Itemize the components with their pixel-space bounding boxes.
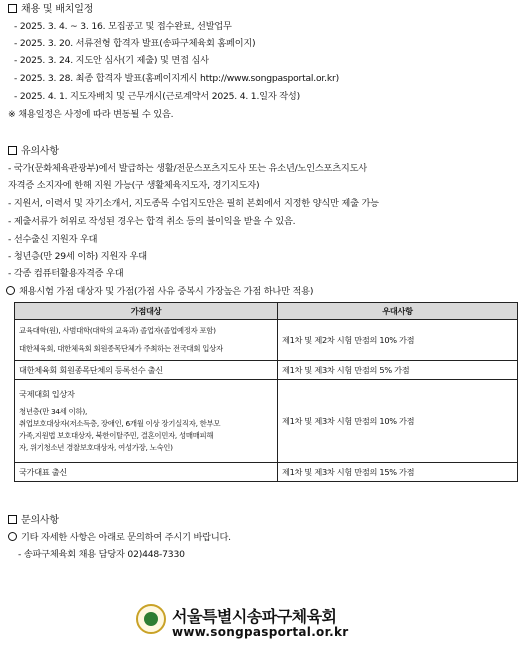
table-cell-target: 국가대표 출신: [15, 463, 278, 482]
circle-bullet-icon: [6, 286, 15, 295]
circle-bullet-icon: [8, 532, 17, 541]
notice-heading: 유의사항: [8, 145, 59, 158]
footer-url: www.songpasportal.or.kr: [172, 625, 349, 639]
emblem-logo: [136, 604, 166, 634]
table-header-row: [15, 303, 518, 320]
bonus-heading: 채용시험 가점 대상자 및 가점(가점 사유 중복시 가장높은 가점 하나만 적용): [6, 285, 313, 298]
inquiry-line: 기타 자세한 사항은 아래로 문의하여 주시기 바랍니다.: [8, 531, 231, 544]
bonus-table: [14, 302, 518, 482]
notice-item: - 국가(문화체육관광부)에서 발급하는 생활/전문스포츠지도사 또는 유소년/노인스포츠지도사: [8, 163, 367, 174]
table-row: [15, 320, 518, 361]
schedule-item: - 2025. 3. 28. 최종 합격자 발표(홈페이지게시 http://www.songpasportal.or.kr): [14, 73, 339, 84]
table-cell-benefit: 제1차 및 제2차 시험 만점의 10% 가점: [278, 320, 518, 361]
inquiry-heading: 문의사항: [8, 514, 59, 527]
schedule-item: - 2025. 3. 4. ~ 3. 16. 모집공고 및 접수완료, 선발업무: [14, 21, 232, 32]
table-cell-benefit: 제1차 및 제3차 시험 만점의 15% 가점: [278, 463, 518, 482]
schedule-item: - 2025. 3. 20. 서류전형 합격자 발표(송파구체육회 홈페이지): [14, 38, 256, 49]
schedule-item: - 2025. 4. 1. 지도자배치 및 근무개시(근로계약서 2025. 4. 1.일자 작성): [14, 91, 300, 102]
notice-item: - 지원서, 이력서 및 자기소개서, 지도종목 수업지도안은 필히 본회에서 지정한 양식만 제출 가능: [8, 198, 379, 209]
checkbox-square-icon: [8, 515, 17, 524]
table-header-target: 가점대상: [15, 303, 278, 320]
schedule-note: ※ 채용일정은 사정에 따라 변동될 수 있음.: [8, 109, 174, 120]
table-cell-benefit: 제1차 및 제3차 시험 만점의 5% 가점: [278, 361, 518, 380]
footer-org-title: 서울특별시송파구체육회: [172, 607, 337, 626]
table-cell-benefit: 제1차 및 제3차 시험 만점의 10% 가점: [278, 380, 518, 463]
table-cell-target: 교육대학(원), 사범대학(대학의 교육과) 졸업자(졸업예정자 포함) 대한체육회, 대한체육회 회원종목단체가 주최하는 전국대회 입상자: [15, 320, 278, 361]
notice-item: 자격증 소지자에 한해 지원 가능(구 생활체육지도자, 경기지도자): [8, 180, 260, 191]
notice-item: - 선수출신 지원자 우대: [8, 234, 98, 245]
checkbox-square-icon: [8, 146, 17, 155]
table-cell-target: 국제대회 입상자 청년층(만 34세 이하), 취업보호대상자(저소득층, 장애인, 6개월 이상 장기실직자, 한부모 가족,지원법 보호대상자, 북한이탈주민, 결혼이민자, 성매매피해 자, 위기청소년 경찰보호대상자, 여성가장, 노숙인): [15, 380, 278, 463]
inquiry-contact: - 송파구체육회 채용 담당자 02)448-7330: [18, 549, 185, 560]
table-header-benefit: 우대사항: [278, 303, 518, 320]
checkbox-square-icon: [8, 4, 17, 13]
table-cell-target: 대한체육회 회원종목단체의 등록선수 출신: [15, 361, 278, 380]
schedule-heading: 채용 및 배치일정: [8, 3, 93, 16]
notice-item: - 제출서류가 허위로 작성된 경우는 합격 취소 등의 불이익을 받을 수 있음.: [8, 216, 296, 227]
notice-item: - 청년층(만 29세 이하) 지원자 우대: [8, 251, 147, 262]
notice-item: - 각종 컴퓨터활용자격증 우대: [8, 268, 124, 279]
table-row: [15, 380, 518, 463]
schedule-item: - 2025. 3. 24. 지도안 심사(기 제출) 및 면접 심사: [14, 55, 209, 66]
table-row: [15, 463, 518, 482]
table-row: [15, 361, 518, 380]
